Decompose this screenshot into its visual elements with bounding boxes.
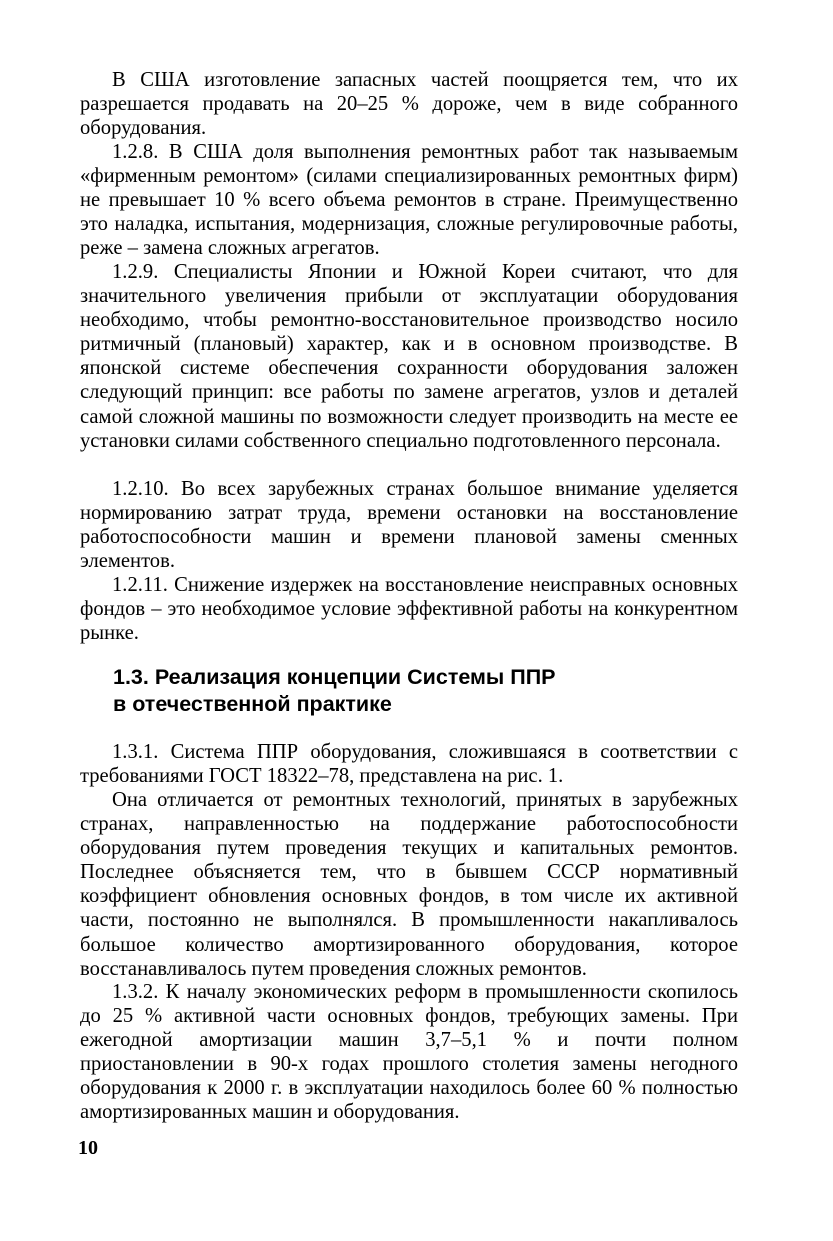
paragraph-ppr-difference: Она отличается от ремонтных технологий, принятых в зарубежных странах, направленностью на поддержание работоспособности оборудования путем проведения текущих и капитальных ремонтов. Последнее объясняется тем, что в бывшем СССР нормативный коэффициент обновления основных фондов, в том числе их активной части, постоянно не выполнялся. В промышленности накапливалось большое количество амортизированного оборудования, которое восстанавливалось путем проведения сложных ремонтов. — [80, 789, 738, 980]
section-heading-line-2: в отечественной практике — [113, 692, 392, 716]
page-number: 10 — [78, 1137, 98, 1159]
paragraph-1-3-1: 1.3.1. Система ППР оборудования, сложившаяся в соответствии с требованиями ГОСТ 18322–78, представлена на рис. 1. — [80, 741, 738, 788]
section-heading-1-3 — [113, 664, 733, 718]
paragraph-1-2-11: 1.2.11. Снижение издержек на восстановление неисправных основных фондов – это необходимое условие эффективной работы на конкурентном рынке. — [80, 574, 738, 645]
paragraph-1-3-2: 1.3.2. К началу экономических реформ в промышленности скопилось до 25 % активной части основных фондов, требующих замены. При ежегодной амортизации машин 3,7–5,1 % и почти полном приостановлении в 90-х годах прошлого столетия замены негодного оборудования к 2000 г. в эксплуатации находилось более 60 % полностью амортизированных машин и оборудования. — [80, 981, 738, 1124]
paragraph-1-2-9: 1.2.9. Специалисты Японии и Южной Кореи считают, что для значительного увеличения прибыли от эксплуатации оборудования необходимо, чтобы ремонтно-восстановительное производство носило ритмичный (плановый) характер, как и в основном производстве. В японской системе обеспечения сохранности оборудования заложен следующий принцип: все работы по замене агрегатов, узлов и деталей самой сложной машины по возможности следует производить на месте ее установки силами собственного специально подготовленного персонала. — [80, 261, 738, 452]
paragraph-1-2-10: 1.2.10. Во всех зарубежных странах большое внимание уделяется нормированию затрат труда, времени остановки на восстановление работоспособности машин и времени плановой замены сменных элементов. — [80, 478, 738, 573]
paragraph-1-2-8: 1.2.8. В США доля выполнения ремонтных работ так называемым «фирменным ремонтом» (силами специализированных ремонтных фирм) не превышает 10 % всего объема ремонтов в стране. Преимущественно это наладка, испытания, модернизация, сложные регулировочные работы, реже – замена сложных агрегатов. — [80, 141, 738, 260]
paragraph-usa-spare-parts: В США изготовление запасных частей поощряется тем, что их разрешается продавать на 20–25 % дороже, чем в виде собранного оборудования. — [80, 69, 738, 140]
section-heading-line-1: 1.3. Реализация концепции Системы ППР — [113, 665, 556, 689]
